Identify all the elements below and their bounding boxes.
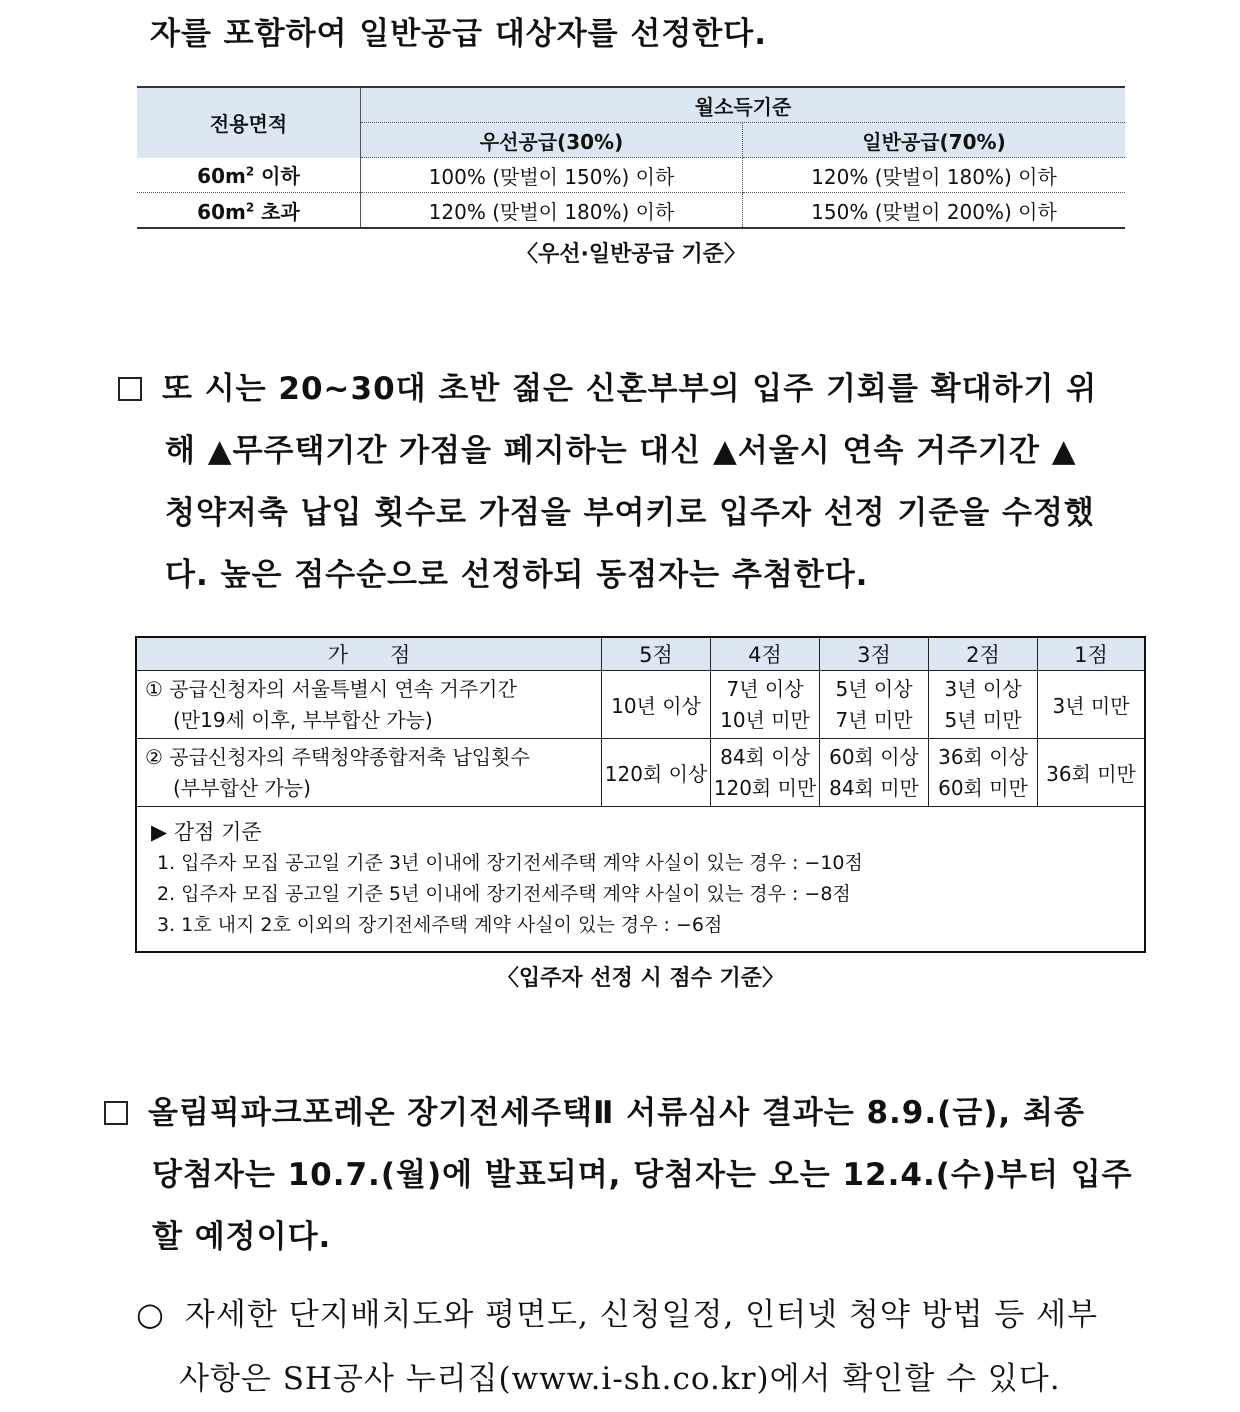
score-header-2: 2점: [929, 637, 1038, 671]
deduction-item: 3. 1호 내지 2호 이외의 장기전세주택 계약 사실이 있는 경우 : −6점: [157, 914, 723, 936]
para2-line: 할 예정이다.: [152, 1219, 332, 1255]
deduction-item: 1. 입주자 모집 공고일 기준 3년 이내에 장기전세주택 계약 사실이 있는 경우 : −10점: [157, 852, 863, 874]
square-bullet-icon: [118, 377, 142, 401]
para1-line: 또 시는 20∼30대 초반 젊은 신혼부부의 입주 기회를 확대하기 위: [118, 358, 1148, 420]
criterion-residence: ① 공급신청자의 서울특별시 연속 거주기간 (만19세 이후, 부부합산 가능): [136, 671, 602, 739]
score-cell-2: 3년 이상 5년 미만: [929, 671, 1038, 739]
score-header-3: 3점: [820, 637, 929, 671]
para2-line: 당첨자는 10.7.(월)에 발표되며, 당첨자는 오는 12.4.(수)부터 입주: [152, 1157, 1133, 1193]
score-cell-2: 36회 이상 60회 미만: [929, 739, 1038, 807]
row-priority-value: 120% (맞벌이 180%) 이하: [361, 193, 743, 229]
score-cell-3: 5년 이상 7년 미만: [820, 671, 929, 739]
paragraph-schedule: [104, 1082, 1148, 1268]
paragraph-details: [136, 1282, 1148, 1411]
para1-line: 다. 높은 점수순으로 선정하되 동점자는 추첨한다.: [165, 557, 869, 593]
score-cell-4: 7년 이상 10년 미만: [711, 671, 820, 739]
header-monthly-income: 월소득기준: [361, 87, 1126, 123]
score-row-savings: [136, 739, 1145, 807]
score-cell-4: 84회 이상 120회 미만: [711, 739, 820, 807]
circle-bullet-icon: ○: [136, 1295, 165, 1333]
deduction-title: ▶ 감점 기준: [151, 820, 262, 844]
deduction-item: 2. 입주자 모집 공고일 기준 5년 이내에 장기전세주택 계약 사실이 있는 경우 : −8점: [157, 883, 851, 905]
deduction-criteria: [136, 807, 1145, 953]
score-row-residence: [136, 671, 1145, 739]
score-cell-5: 10년 이상: [602, 671, 711, 739]
square-bullet-icon: [104, 1101, 128, 1125]
score-cell-1: 3년 미만: [1038, 671, 1146, 739]
score-cell-5: 120회 이상: [602, 739, 711, 807]
income-criteria-table: [137, 86, 1125, 229]
row-general-value: 120% (맞벌이 180%) 이하: [743, 158, 1126, 193]
para3-line: ○ 자세한 단지배치도와 평면도, 신청일정, 인터넷 청약 방법 등 세부: [136, 1295, 1099, 1333]
row-general-value: 150% (맞벌이 200%) 이하: [743, 193, 1126, 229]
para2-line: 올림픽파크포레온 장기전세주택Ⅱ 서류심사 결과는 8.9.(금), 최종: [104, 1082, 1148, 1144]
score-header-1: 1점: [1038, 637, 1146, 671]
criterion-savings: ② 공급신청자의 주택청약종합저축 납입횟수 (부부합산 가능): [136, 739, 602, 807]
score-header-label: 가 점: [136, 637, 602, 671]
para1-line: 해 ▲무주택기간 가점을 폐지하는 대신 ▲서울시 연속 거주기간 ▲: [165, 433, 1077, 469]
score-cell-1: 36회 미만: [1038, 739, 1146, 807]
header-area: 전용면적: [137, 87, 361, 158]
para1-line: 청약저축 납입 횟수로 가점을 부여키로 입주자 선정 기준을 수정했: [165, 495, 1095, 531]
row-area: $60m^2$ 이하: [137, 158, 361, 193]
income-table-caption: 〈우선·일반공급 기준〉: [515, 242, 747, 267]
para3-line: 사항은 SH공사 누리집(www.i-sh.co.kr)에서 확인할 수 있다.: [179, 1361, 1061, 1397]
header-priority-supply: 우선공급(30%): [361, 123, 743, 158]
row-priority-value: 100% (맞벌이 150%) 이하: [361, 158, 743, 193]
score-header-5: 5점: [602, 637, 711, 671]
header-general-supply: 일반공급(70%): [743, 123, 1126, 158]
score-cell-3: 60회 이상 84회 미만: [820, 739, 929, 807]
intro-line: 자를 포함하여 일반공급 대상자를 선정한다.: [150, 16, 767, 52]
score-header-4: 4점: [711, 637, 820, 671]
paragraph-newlywed-criteria: [118, 358, 1148, 606]
row-area: $60m^2$ 초과: [137, 193, 361, 229]
score-table-caption: 〈입주자 선정 시 점수 기준〉: [496, 966, 785, 991]
score-criteria-table: [135, 636, 1146, 953]
